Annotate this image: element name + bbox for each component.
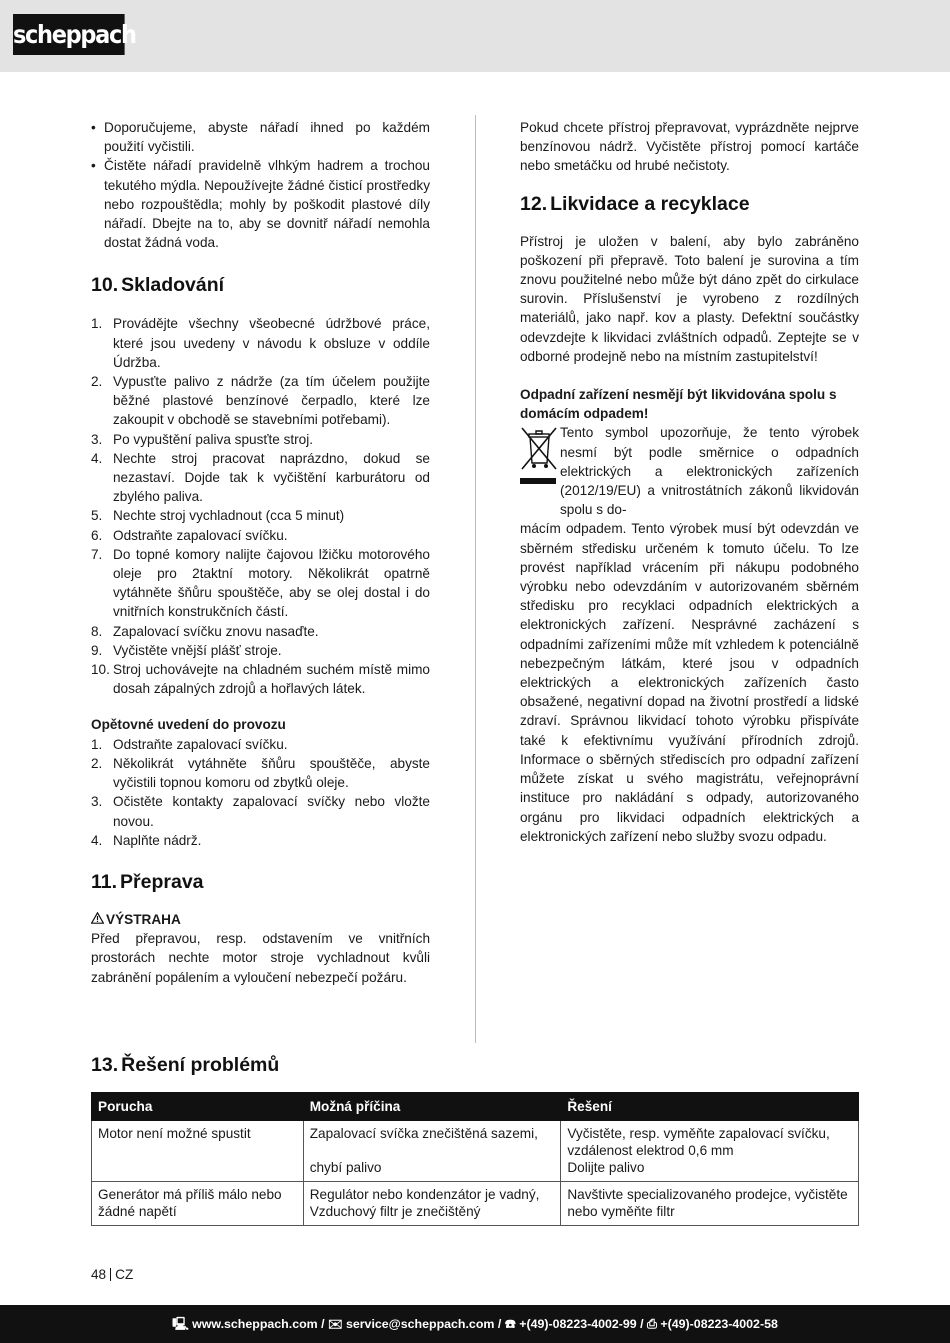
table-row <box>92 1121 859 1182</box>
page-header <box>0 0 950 72</box>
footer-email[interactable]: service@scheppach.com <box>345 1317 495 1331</box>
warning-text: Před přepravou, resp. odstavením ve vnitřních prostorách nechte motor stroje vychladnout kvůli zabránění popálením a vyloučení nebezpečí požáru. <box>91 931 430 985</box>
crossed-bin-icon <box>520 423 560 519</box>
section-heading-troubleshooting: 13. Řešení problémů <box>91 1054 280 1076</box>
list-item: 6. Odstraňte zapalovací svíčku. <box>91 527 288 543</box>
list-item: 2. Vypusťte palivo z nádrže (za tím účelem použijte běžné plastové benzínové čerpadlo, které lze zakoupit v obchodě se stavebními potřebami). <box>91 374 430 428</box>
list-item: • Čistěte nářadí pravidelně vlhkým hadrem a trochou tekutého mýdla. Nepoužívejte žádné čisticí prostředky nebo rozpouštědla; mohly by poškodit plastové díly nářadí. Dbejte na to, aby se dovnitř nářadí nemohla dostat žádná voda. <box>91 156 430 252</box>
list-item: 3. Po vypuštění paliva spusťte stroj. <box>91 431 314 447</box>
column-header: Možná příčina <box>303 1093 561 1121</box>
list-item: 4. Naplňte nádrž. <box>91 832 202 848</box>
fax-icon: ⎙ <box>647 1317 657 1331</box>
column-header: Porucha <box>92 1093 304 1121</box>
fault-cell: Generátor má příliš málo nebo žádné napětí <box>92 1182 304 1226</box>
cleaning-bullets <box>91 118 430 252</box>
page-footer: 🖳 www.scheppach.com / ✉ service@scheppach.com / ☎ +(49)-08223-4002-99 / ⎙ +(49)-08223-4002-58 <box>0 1305 950 1343</box>
disposal-text: Přístroj je uložen v balení, aby bylo zabráněno poškození při přepravě. Toto balení je surovina a tím znovu použitelné nebo může být dáno zpět do cirkulace surovin. Příslušenství je vyrobeno z rozdílných materiálů, jako např. kov a plasty. Defektní součástky odevzdejte k likvidaci zvláštních odpadů. Zeptejte se v odborné prodejně nebo na místním zastupitelství! <box>520 233 859 364</box>
disposal-note: Odpadní zařízení nesmějí být likvidována spolu s domácím odpadem! <box>520 387 837 422</box>
footer-web[interactable]: www.scheppach.com <box>192 1317 318 1331</box>
list-item: 4. Nechte stroj pracovat naprázdno, dokud se nezastaví. Dojde tak k vyčištění karburátoru od zbylého paliva. <box>91 450 430 505</box>
table-header-row <box>92 1093 859 1121</box>
list-item: 2. Několikrát vytáhněte šňůru spouštěče, abyste vyčistili topnou komoru od zbytků oleje. <box>91 755 430 791</box>
cause-cell: Zapalovací svíčka znečištěná sazemi, chybí palivo <box>303 1121 561 1182</box>
section-heading-storage: 10. Skladování <box>91 274 225 297</box>
list-item: • Doporučujeme, abyste nářadí ihned po každém použití vyčistili. <box>91 118 430 156</box>
warning-triangle-icon <box>91 910 106 929</box>
section-heading-disposal: 12. Likvidace a recyklace <box>520 192 750 215</box>
column-divider <box>475 115 476 1043</box>
transport-text: Pokud chcete přístroj přepravovat, vyprázdněte nejprve benzínovou nádrž. Vyčistěte přístroj pomocí kartáče nebo smetáčku od hrubé nečistoty. <box>520 120 859 174</box>
fix-cell: Vyčistěte, resp. vyměňte zapalovací svíčku, vzdálenost elektrod 0,6 mm Dolijte palivo <box>561 1121 859 1182</box>
weee-block <box>520 423 859 519</box>
list-item: 9. Vyčistěte vnější plášť stroje. <box>91 642 282 658</box>
list-item: 1. Provádějte všechny všeobecné údržbové práce, které jsou uvedeny v návodu k obsluze v oddíle Údržba. <box>91 316 430 370</box>
left-column <box>91 118 430 987</box>
phone-icon: ☎ <box>504 1317 516 1331</box>
table-row <box>92 1182 859 1226</box>
recommission-heading: Opětovné uvedení do provozu <box>91 717 286 733</box>
fault-cell: Motor není možné spustit <box>92 1121 304 1182</box>
column-header: Řešení <box>561 1093 859 1121</box>
brand-logo: scheppach <box>13 14 125 55</box>
fix-cell: Navštivte specializovaného prodejce, vyčistěte nebo vyměňte filtr <box>561 1182 859 1226</box>
storage-steps <box>91 314 430 698</box>
weee-text-wrapped: Tento symbol upozorňuje, že tento výrobek nesmí být podle směrnice o odpadních elektrických a elektronických zařízeních (2012/19/EU) a vnitrostátních zákonů likvidován spolu s do- <box>560 425 859 518</box>
list-item: 8. Zapalovací svíčku znovu nasaďte. <box>91 623 319 639</box>
troubleshooting-table <box>91 1092 859 1226</box>
recommission-steps <box>91 735 430 850</box>
mail-icon: ✉ <box>328 1317 343 1331</box>
right-column <box>520 118 859 846</box>
warning-heading: VÝSTRAHA <box>91 910 430 929</box>
section-heading-transport: 11. Přeprava <box>91 870 204 893</box>
list-item: 7. Do topné komory nalijte čajovou lžičku motorového oleje pro 2taktní motory. Několikrát opatrně vytáhněte šňůru spouštěče, aby se olej dostal i do vnitřních konstrukčních částí. <box>91 546 430 620</box>
list-item: 3. Očistěte kontakty zapalovací svíčky nebo vložte novou. <box>91 794 430 829</box>
computer-icon: 🖳 <box>172 1317 189 1331</box>
list-item: 10. Stroj uchovávejte na chladném suchém místě mimo dosah zápalných zdrojů a hořlavých látek. <box>91 662 430 697</box>
page-number: 48 CZ <box>91 1267 134 1282</box>
footer-phone: +(49)-08223-4002-99 <box>519 1317 637 1331</box>
footer-fax: +(49)-08223-4002-58 <box>660 1317 778 1331</box>
cause-cell: Regulátor nebo kondenzátor je vadný, Vzduchový filtr je znečištěný <box>303 1182 561 1226</box>
list-item: 1. Odstraňte zapalovací svíčku. <box>91 736 288 752</box>
list-item: 5. Nechte stroj vychladnout (cca 5 minut) <box>91 508 345 524</box>
weee-text: mácím odpadem. Tento výrobek musí být odevzdán ve sběrném středisku určeném k tomuto účelu. To lze provést například vrácením při nákupu podobného výrobku nebo odevzdáním v autorizovaném sběrném středisku pro recyklaci odpadních elektrických a elektronických zařízení. Nesprávné zacházení s odpadními zařízeními může mít vzhledem k potenciálně nebezpečným látkám, které jsou v odpadních elektrických a elektronických zařízeních často obsažené, negativní dopad na životní prostředí a lidské zdraví. Správnou likvidací tohoto výrobku přispíváte také k efektivnímu využívání přírodních zdrojů. Informace o sběrných střediscích pro odpadní zařízení můžete získat u svého magistrátu, veřejnoprávní instituce pro nakládání s odpady, autorizovaného orgánu pro likvidaci odpadních elektrických a elektronických zařízení nebo služby svozu odpadu. <box>520 521 859 844</box>
